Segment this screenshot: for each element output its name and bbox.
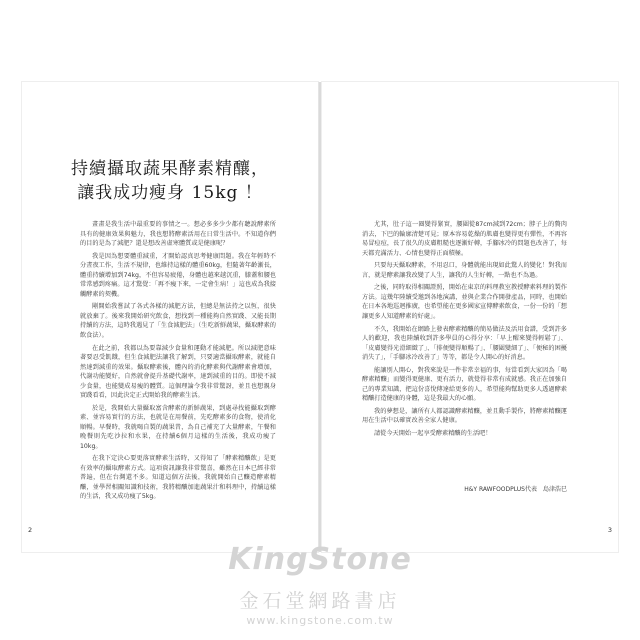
paragraph: 在此之前，我都以為要靠減少食量和運動才能減肥。所以減肥意味著要忍受飢餓，但生食減肥法讓我了解到，只要適當攝取酵素，就能自然達到減重的效果。攝取酵素後，體內的消化酵素與代謝酵素會增加，代謝功能變好，自然就會提升基礎代謝率，達到減重的目的。即使不減少食量，也能變成易瘦的體質。這個理論令我非常驚訝，並且也想親身實踐看看，因此決定正式開始我的酵素生活。 (80, 344, 276, 400)
page-number: 2 (28, 526, 33, 534)
paragraph: 只要每天攝取酵素，不用忍口，身體就能出現如此驚人的變化！對我而言，就是酵素讓我改變了人生，讓我的人生好轉，一點也不為過。 (362, 262, 567, 279)
chapter-title-line2: 讓我成功瘦身 15kg ！ (77, 183, 263, 203)
left-page (22, 82, 318, 552)
watermark-brand: KingStone (228, 542, 412, 577)
paragraph: 在我下定決心要更落實酵素生活時，又得知了「酵素精釀飲」是更有效率的攝取酵素方式。這項資訊讓我非常驚喜，雖然在日本已經非常普遍，但在台灣還不多。知道這個方法後，我就開始自己釀造酵素精釀，並學習相關知識和技術，我將精釀加進蔬果汁和料理中，持續這樣的生活，我又成功瘦了5kg。 (80, 455, 276, 501)
book-spread (22, 82, 618, 552)
paragraph: 請從今天開始一起享受酵素精釀的生活吧！ (374, 430, 492, 438)
paragraph: 於是，我開始大量攝取富含酵素的新鮮蔬果，到處尋找能攝取到酵素、並容易實行的方法，也就是在用餐前，先吃酵素多的食物，使消化順暢。早餐時，我就喝自製的蔬果昔，為自己補充了大量酵素，午餐和晚餐則先吃沙拉和水果，在持續6個月這樣的生活後，我成功瘦了10kg。 (80, 404, 276, 450)
author-signature: H&Y RAWFOODPLUS代表 島津浩巳 (464, 486, 567, 493)
paragraph: 能讓別人開心，對我來說是一件非常幸福的事，每當看到大家因為「喝酵素精釀」而變得更健康、更有活力，就覺得非常有成就感。我正在加強自己的專業知識，把這份喜悅傳達給更多的人，希望能夠幫助更多人透過酵素精釀打造健康的身體，這是我最大的心願。 (362, 366, 567, 403)
right-page (322, 82, 618, 552)
paragraph: 畫畫是我生活中最重要的事情之一。想必多多少少都有聽說酵素所具有的健康效果與魅力，我也想將酵素活用在日常生活中。不知道你們的目的是為了減肥？還是想改善虛寒體質或是健康呢？ (80, 221, 276, 247)
paragraph: 之後，同時取得相關證照，開始在東京的料理教室教授酵素料理的製作方法。這幾年陸續受邀到各地演講，並與企業合作開發產品，同時，也開始在日本各地巡迴推廣，也希望能在更多國家宣傳酵素飲食，一份一份的「想讓更多人知道酵素的好處」。 (362, 284, 567, 320)
watermark-chinese: 金石堂網路書店 (239, 590, 401, 612)
paragraph: 我的夢想是，讓所有人都認識酵素精釀，並且動手製作，將酵素精釀運用在生活中以確實改善全家人健康。 (362, 407, 567, 425)
paragraph: 剛開始我嘗試了各式各樣的減肥方法，但總是無法持之以恆，很快就放棄了。後來我開始研究飲食，想找到一種能夠自然實踐、又能長期持續的方法，這時我遇見了「生食減肥法」（生吃新鮮蔬果，攝取酵素的飲食法）。 (80, 303, 276, 339)
right-body-text (362, 220, 567, 442)
paragraph: 尤其，肚子這一圈變得緊實，腰圍從87cm減到72cm；脖子上的贅肉消去，下巴的輪廓清楚可見；原本容易乾燥的肌膚也變得更有彈性，不再容易冒痘痘，長了很久的皮膚粗糙也逐漸好轉，手腳冰冷的問題也改善了，每天都充滿活力、心情也變得正面積極。 (362, 221, 567, 257)
left-body-text (80, 220, 276, 505)
paragraph: 我是因為想要體重減重，才開始認真思考健康問題。我在年輕時不分晝夜工作，生活不規律，也維持這樣的體重60kg，但隨著年齡漸長，體重持續增加到74kg，不但容易疲倦，身體也越來越沉重，膝蓋和腰也常常感到疼痛。這才驚覺：「再不瘦下來，一定會生病！」這也成為我接觸酵素的契機。 (80, 252, 276, 298)
page-number: 3 (607, 526, 612, 534)
chapter-title-line1: 持續攝取蔬果酵素精釀， (71, 159, 269, 179)
paragraph: 不久，我開始在網路上發表酵素精釀的簡易做法及活用食譜，受到許多人的歡迎，我也陸續收到許多學員的心得分享：「早上醒來變得輕鬆了」、「皮膚變得光滑細緻了」、「排便變得順暢了」、「腰圍變細了」、「便秘的困擾消失了」，「手腳冰冷改善了」等等，都是令人開心的好消息。 (362, 325, 567, 362)
watermark-url: www.kingstone.com.tw (246, 614, 394, 627)
